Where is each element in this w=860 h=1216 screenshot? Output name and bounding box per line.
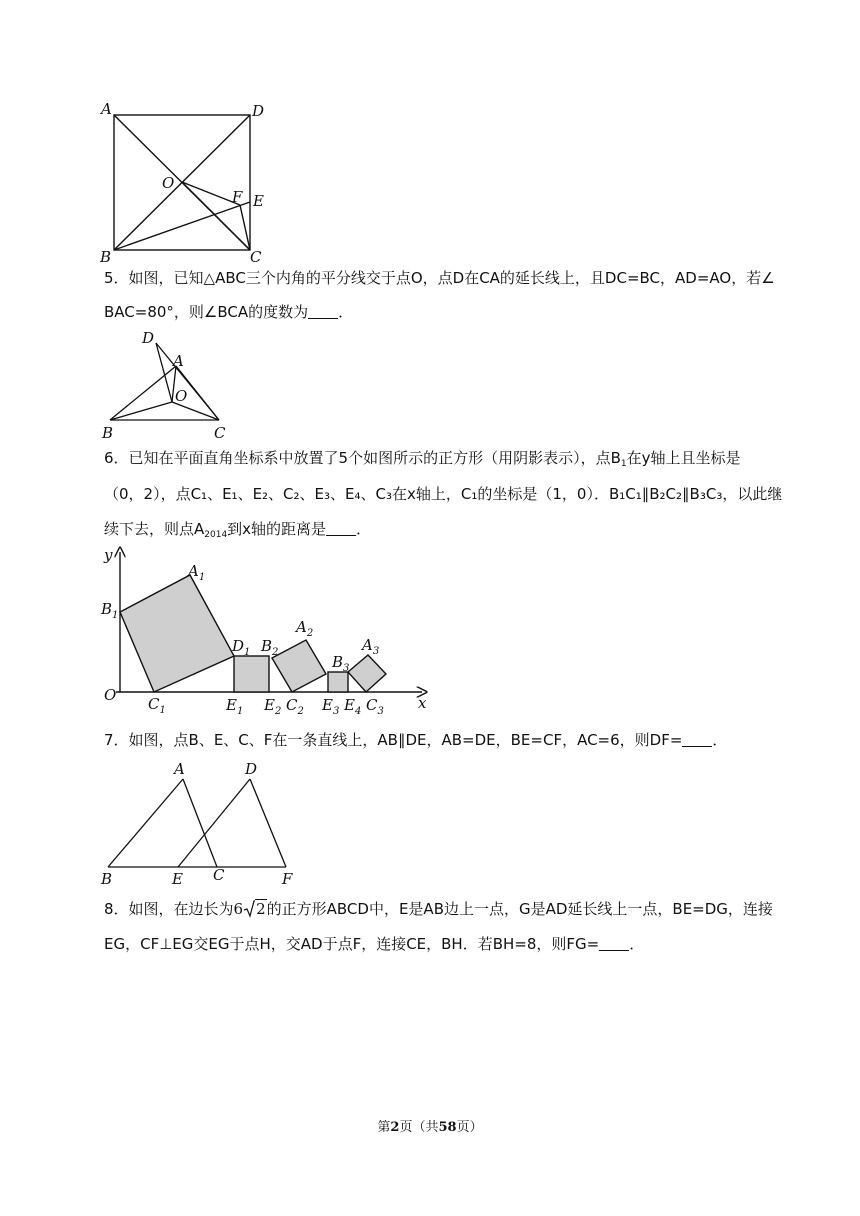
answer-blank [326, 521, 356, 536]
label-E3: $E_3$ [322, 696, 340, 717]
figure-q4-square [96, 98, 276, 268]
q6-sub: 1 [620, 459, 627, 469]
label-A: A [173, 352, 184, 370]
figure-q5-triangle [96, 326, 246, 442]
question-8-line1 [104, 892, 773, 926]
label-E1: $E_1$ [226, 696, 244, 717]
answer-blank [682, 732, 712, 747]
label-C1: $C_1$ [148, 695, 166, 716]
label-B2: $B_2$ [261, 637, 279, 658]
label-B3: $B_3$ [332, 653, 350, 674]
label-F: F [282, 870, 293, 888]
q6-text-c: 续下去，则点A [104, 520, 205, 538]
label-D1: $D_1$ [232, 637, 251, 658]
question-6-line1 [104, 441, 764, 481]
q8-text-b: 的正方形ABCD中，E是AB边上一点，G是AD延长线上一点，BE=DG，连接 [266, 900, 773, 918]
label-A3: $A_3$ [362, 636, 380, 657]
label-D: D [142, 329, 155, 347]
label-O: O [104, 686, 117, 704]
q8-end: ． [629, 935, 645, 953]
q7-text: 7．如图，点B、E、C、F在一条直线上，AB∥DE，AB=DE，BE=CF，AC=6，则DF= [104, 731, 683, 749]
answer-blank [599, 936, 629, 951]
label-D: D [245, 760, 258, 778]
label-C3: $C_3$ [366, 696, 384, 717]
radical-expression: 6 2 [233, 900, 266, 918]
label-y: y [104, 546, 113, 564]
question-5-line2 [104, 295, 764, 329]
question-6-line2: （0，2），点C₁、E₁、E₂、C₂、E₃、E₄、C₃在x轴上，C₁的坐标是（1，0）．B₁C₁∥B₂C₂∥B₃C₃，以此继 [104, 485, 783, 503]
q7-end: ． [712, 731, 728, 749]
label-E4: $E_4$ [344, 696, 362, 717]
figure-q6-squares [96, 546, 436, 716]
question-7 [104, 723, 764, 757]
label-B: B [100, 248, 112, 266]
page-footer: 第2页（共58页） [377, 1120, 483, 1135]
label-B1: $B_1$ [101, 600, 119, 621]
label-A: A [101, 100, 112, 118]
label-D: D [252, 102, 265, 120]
q6-sub-2014: 2014 [204, 530, 228, 540]
label-C: C [213, 866, 225, 884]
label-F: F [232, 188, 243, 206]
label-O: O [175, 387, 188, 405]
label-A1: $A_1$ [188, 562, 206, 583]
figure-q7-triangles [96, 758, 306, 890]
q6-end: ． [356, 520, 372, 538]
q8-text-a: 8．如图，在边长为 [104, 900, 234, 918]
q5-text: BAC=80°，则∠BCA的度数为 [104, 303, 309, 321]
question-8-line2 [104, 927, 764, 961]
q5-end: ． [338, 303, 354, 321]
label-E2: $E_2$ [264, 696, 282, 717]
label-E: E [172, 870, 183, 888]
label-x: x [418, 694, 427, 712]
label-O: O [162, 174, 175, 192]
answer-blank [308, 304, 338, 319]
label-A2: $A_2$ [296, 618, 314, 639]
label-C2: $C_2$ [286, 696, 304, 717]
label-B: B [102, 424, 114, 442]
q6-text-b: 在y轴上且坐标是 [626, 449, 741, 467]
q6-text-d: 到x轴的距离是 [227, 520, 327, 538]
sqrt-icon [243, 900, 255, 918]
label-C: C [250, 248, 262, 266]
label-E: E [253, 192, 264, 210]
q8-text-c: EG，CF⊥EG交EG于点H，交AD于点F，连接CE，BH．若BH=8，则FG= [104, 935, 600, 953]
label-B: B [101, 870, 113, 888]
question-5-line1: 5．如图，已知△ABC三个内角的平分线交于点O，点D在CA的延长线上，且DC=BC，AD=AO，若∠ [104, 269, 775, 287]
label-A: A [174, 760, 185, 778]
label-C: C [214, 424, 226, 442]
q6-text-a: 6．已知在平面直角坐标系中放置了5个如图所示的正方形（用阴影表示），点B [104, 449, 621, 467]
